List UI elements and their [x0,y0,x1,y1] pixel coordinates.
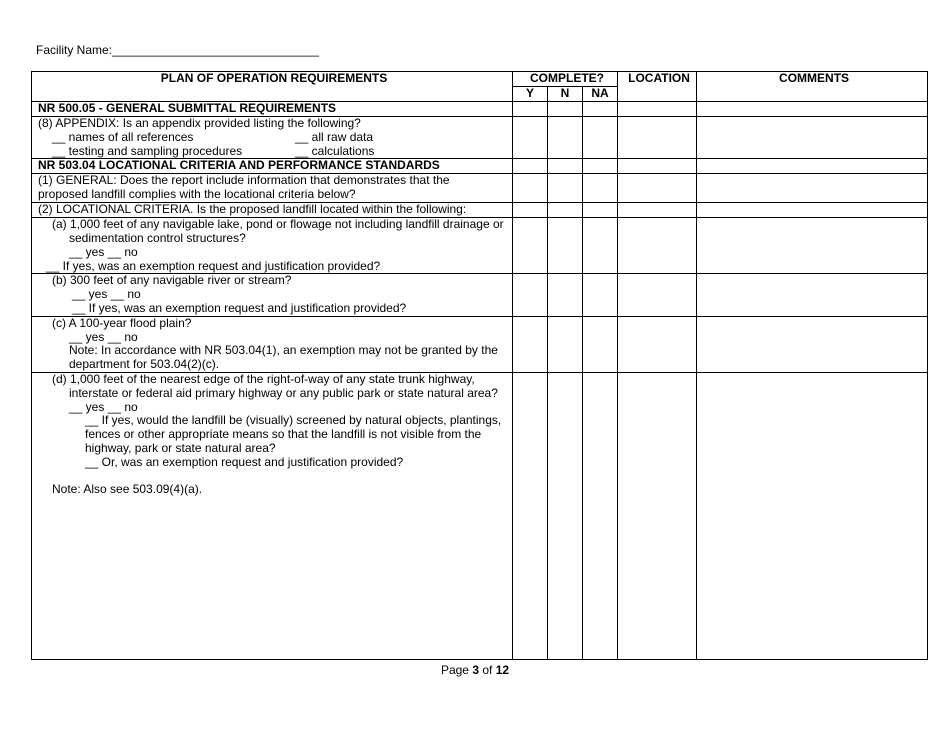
na-cell[interactable] [583,159,618,174]
na-cell[interactable] [583,218,618,274]
y-cell[interactable] [513,159,548,174]
yes-no-options[interactable]: __ yes __ no [69,244,138,259]
comments-cell[interactable] [697,218,928,274]
page-number: Page 3 of 12 [440,663,510,677]
requirements-table [31,71,928,660]
header-complete: COMPLETE? [513,72,618,87]
appendix-requirement [32,117,513,159]
criteria-a-lake-pond: (a) 1,000 feet of any navigable lake, pond or flowage not including landfill drainage or sedimentation control structures? __ yes __ no __ If yes, was an exemption request and justification provided? [32,218,513,274]
exemption-question[interactable]: __ Or, was an exemption request and justification provided? [85,454,404,469]
n-cell[interactable] [548,159,583,174]
header-comments: COMMENTS [697,72,928,102]
location-cell[interactable] [618,159,697,174]
comments-cell[interactable] [697,274,928,316]
location-cell[interactable] [618,372,697,659]
header-requirements: PLAN OF OPERATION REQUIREMENTS [32,72,513,102]
na-cell[interactable] [583,316,618,372]
na-cell[interactable] [583,102,618,117]
na-cell[interactable] [583,203,618,218]
section-locational-criteria-title: NR 503.04 LOCATIONAL CRITERIA AND PERFORMANCE STANDARDS [32,159,513,174]
exemption-question[interactable]: __ If yes, was an exemption request and justification provided? [72,300,407,315]
header-na: NA [583,87,618,102]
location-cell[interactable] [618,274,697,316]
criteria-d-highway-park: (d) 1,000 feet of the nearest edge of the right-of-way of any state trunk highway, interstate or federal aid primary highway or any public park or state natural area? __ yes __ no __ If yes, would the landfill be (visually) screened by natural objects, plantings, fences or other appropriate means so that the landfill is not visible from the highway, park or state natural area? __ Or, was an exemption request and justification provided? Note: Also see 503.09(4)(a). [32,372,513,659]
na-cell[interactable] [583,372,618,659]
n-cell[interactable] [548,102,583,117]
comments-cell[interactable] [697,316,928,372]
location-cell[interactable] [618,316,697,372]
n-cell[interactable] [548,218,583,274]
yes-no-options[interactable]: __ yes __ no [69,329,138,344]
header-n: N [548,87,583,102]
yes-no-options[interactable]: __ yes __ no [72,287,141,302]
comments-cell[interactable] [697,203,928,218]
section-general-submittal-title: NR 500.05 - GENERAL SUBMITTAL REQUIREMENTS [32,102,513,117]
criteria-c-flood-plain: (c) A 100-year flood plain? __ yes __ no Note: In accordance with NR 503.04(1), an exemption may not be granted by the department for 503.04(2)(c). [32,316,513,372]
exemption-question[interactable]: __ If yes, was an exemption request and justification provided? [46,258,381,273]
n-cell[interactable] [548,174,583,203]
locational-criteria-requirement: (2) LOCATIONAL CRITERIA. Is the proposed landfill located within the following: [32,203,513,218]
n-cell[interactable] [548,117,583,159]
y-cell[interactable] [513,372,548,659]
y-cell[interactable] [513,316,548,372]
option-raw-data[interactable]: __ all raw data [295,129,374,144]
na-cell[interactable] [583,117,618,159]
location-cell[interactable] [618,174,697,203]
y-cell[interactable] [513,117,548,159]
criteria-b-river-stream: (b) 300 feet of any navigable river or stream? __ yes __ no __ If yes, was an exemption request and justification provided? [32,274,513,316]
n-cell[interactable] [548,372,583,659]
y-cell[interactable] [513,174,548,203]
comments-cell[interactable] [697,372,928,659]
y-cell[interactable] [513,203,548,218]
y-cell[interactable] [513,102,548,117]
y-cell[interactable] [513,274,548,316]
comments-cell[interactable] [697,117,928,159]
location-cell[interactable] [618,203,697,218]
comments-cell[interactable] [697,102,928,117]
header-location: LOCATION [618,72,697,102]
general-requirement: (1) GENERAL: Does the report include information that demonstrates that the proposed landfill complies with the locational criteria below? [32,174,513,203]
yes-no-options[interactable]: __ yes __ no [69,399,138,414]
option-testing-sampling[interactable]: __ testing and sampling procedures [52,143,243,158]
header-y: Y [513,87,548,102]
na-cell[interactable] [583,274,618,316]
y-cell[interactable] [513,218,548,274]
n-cell[interactable] [548,203,583,218]
screening-question[interactable]: __ If yes, would the landfill be (visually) screened by natural objects, plantings, [85,413,502,428]
location-cell[interactable] [618,117,697,159]
location-cell[interactable] [618,102,697,117]
option-references[interactable]: __ names of all references [52,129,194,144]
comments-cell[interactable] [697,174,928,203]
option-calculations[interactable]: __ calculations [295,143,375,158]
n-cell[interactable] [548,316,583,372]
comments-cell[interactable] [697,159,928,174]
location-cell[interactable] [618,218,697,274]
n-cell[interactable] [548,274,583,316]
na-cell[interactable] [583,174,618,203]
appendix-question: (8) APPENDIX: Is an appendix provided listing the following? [38,116,361,130]
facility-name-field[interactable]: Facility Name:_______________________________ [36,43,319,57]
